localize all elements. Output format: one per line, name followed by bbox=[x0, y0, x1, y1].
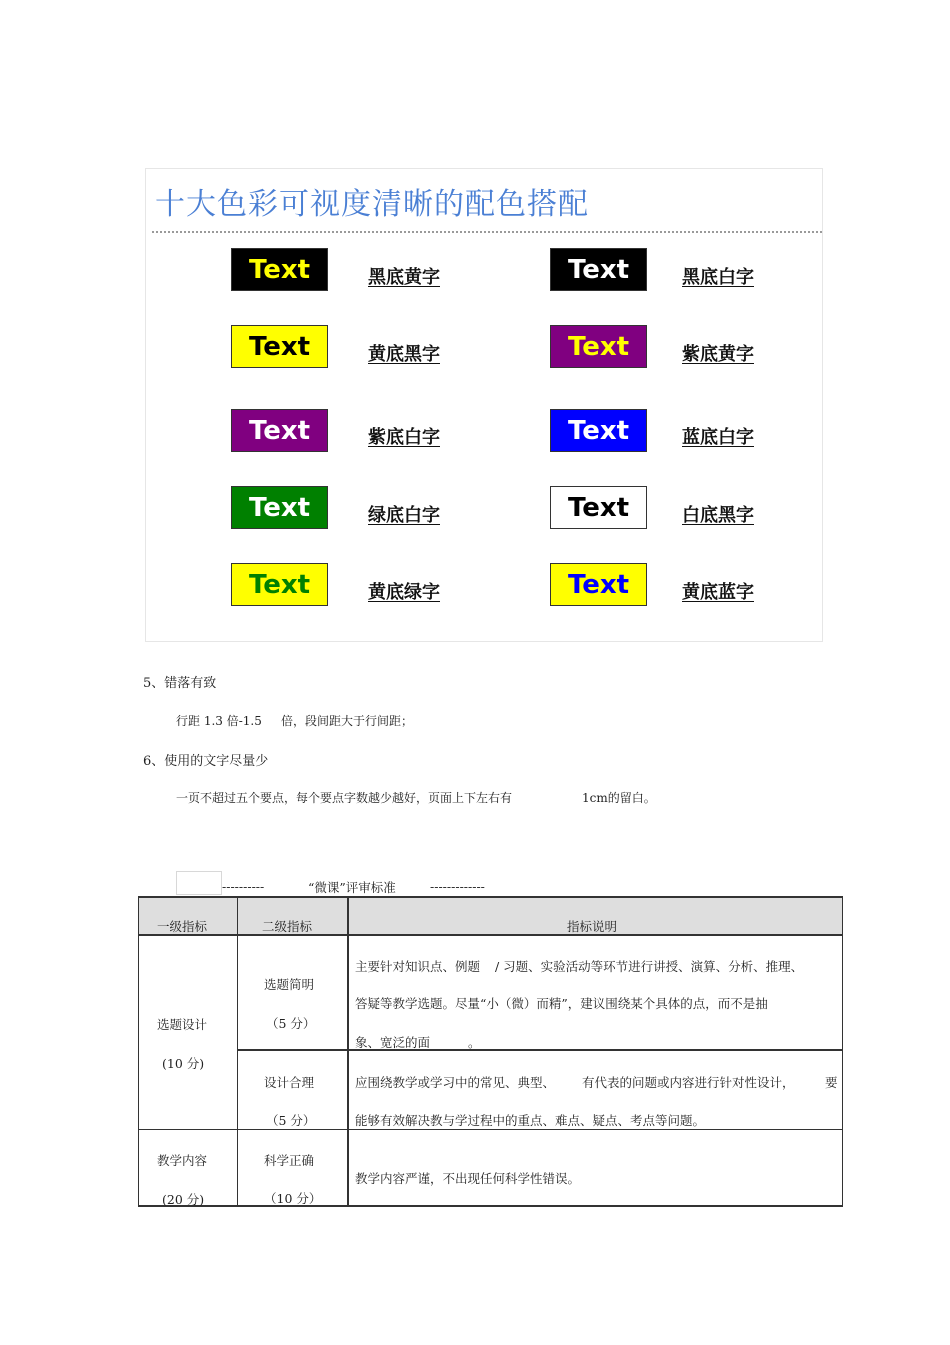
level1-name: 选题设计 bbox=[157, 1017, 208, 1032]
color-combination-panel bbox=[145, 168, 823, 642]
section-5-text: 倍，段间距大于行间距； bbox=[281, 714, 414, 728]
level1-name: 教学内容 bbox=[157, 1153, 208, 1168]
swatch-yellow-blue: Text bbox=[550, 563, 647, 606]
description-text: 应围绕教学或学习中的常见、典型、 bbox=[355, 1075, 556, 1090]
level1-score: (20 分) bbox=[162, 1192, 205, 1207]
column-header: 二级指标 bbox=[262, 919, 313, 934]
table-border bbox=[842, 896, 843, 1207]
column-header: 一级指标 bbox=[157, 919, 208, 934]
description-text: 能够有效解决教与学过程中的重点、难点、疑点、考点等问题。 bbox=[355, 1113, 706, 1128]
swatch-label: 紫底白字 bbox=[368, 427, 440, 448]
column-header: 指标说明 bbox=[567, 919, 618, 934]
description-text: 教学内容严谨，不出现任何科学性错误。 bbox=[355, 1171, 581, 1186]
swatch-label: 紫底黄字 bbox=[682, 344, 754, 365]
swatch-blue-white: Text bbox=[550, 409, 647, 452]
panel-divider bbox=[152, 231, 822, 233]
table-title: “微课”评审标准 bbox=[308, 880, 396, 895]
swatch-label: 绿底白字 bbox=[368, 505, 440, 526]
description-text: 。 bbox=[468, 1035, 481, 1050]
level2-name: 选题简明 bbox=[264, 977, 315, 992]
panel-title: 十大色彩可视度清晰的配色搭配 bbox=[155, 187, 589, 222]
swatch-black-white: Text bbox=[550, 248, 647, 291]
description-text: / 习题、实验活动等环节进行讲授、演算、分析、推理、 bbox=[495, 959, 804, 974]
swatch-label: 蓝底白字 bbox=[682, 427, 754, 448]
swatch-purple-yellow: Text bbox=[550, 325, 647, 368]
description-text: 有代表的问题或内容进行针对性设计， bbox=[582, 1075, 795, 1090]
title-dashes: ---------- bbox=[222, 879, 265, 894]
table-border bbox=[138, 934, 843, 936]
table-border bbox=[138, 896, 843, 898]
swatch-label: 黑底黄字 bbox=[368, 267, 440, 288]
level2-name: 科学正确 bbox=[264, 1153, 315, 1168]
level2-score: （5 分） bbox=[266, 1016, 316, 1031]
criteria-table bbox=[138, 896, 843, 1207]
swatch-label: 白底黑字 bbox=[682, 505, 754, 526]
section-5-text: 行距 1.3 倍-1.5 bbox=[176, 714, 262, 728]
level2-score: （5 分） bbox=[266, 1113, 316, 1128]
level2-name: 设计合理 bbox=[264, 1075, 315, 1090]
description-text: 要 bbox=[825, 1075, 838, 1090]
section-6-text: 一页不超过五个要点，每个要点字数越少越好，页面上下左右有 bbox=[176, 791, 513, 805]
table-header-row bbox=[138, 896, 843, 935]
section-6-text: 1cm的留白。 bbox=[582, 791, 656, 805]
description-text: 象、宽泛的面 bbox=[355, 1035, 431, 1050]
swatch-label: 黄底黑字 bbox=[368, 344, 440, 365]
level2-score: （10 分） bbox=[264, 1191, 322, 1206]
level1-score: (10 分) bbox=[162, 1056, 205, 1071]
table-border bbox=[138, 896, 139, 1207]
title-dashes: ------------- bbox=[430, 879, 485, 894]
swatch-black-yellow: Text bbox=[231, 248, 328, 291]
table-border bbox=[138, 1129, 843, 1130]
swatch-purple-white: Text bbox=[231, 409, 328, 452]
swatch-yellow-green: Text bbox=[231, 563, 328, 606]
swatch-yellow-black: Text bbox=[231, 325, 328, 368]
swatch-label: 黄底绿字 bbox=[368, 582, 440, 603]
swatch-label: 黄底蓝字 bbox=[682, 582, 754, 603]
table-border bbox=[237, 1049, 843, 1051]
description-text: 答疑等教学选题。尽量“小（微）而精”，建议围绕某个具体的点，而不是抽 bbox=[355, 996, 768, 1011]
table-border bbox=[347, 896, 349, 1207]
swatch-white-black: Text bbox=[550, 486, 647, 529]
blank-box bbox=[176, 871, 222, 895]
swatch-label: 黑底白字 bbox=[682, 267, 754, 288]
swatch-green-white: Text bbox=[231, 486, 328, 529]
table-border bbox=[237, 896, 238, 1207]
table-border bbox=[138, 1205, 843, 1207]
description-text: 主要针对知识点、例题 bbox=[355, 959, 481, 974]
section-6-heading: 6、使用的文字尽量少 bbox=[143, 754, 269, 769]
section-5-heading: 5、错落有致 bbox=[143, 676, 217, 691]
